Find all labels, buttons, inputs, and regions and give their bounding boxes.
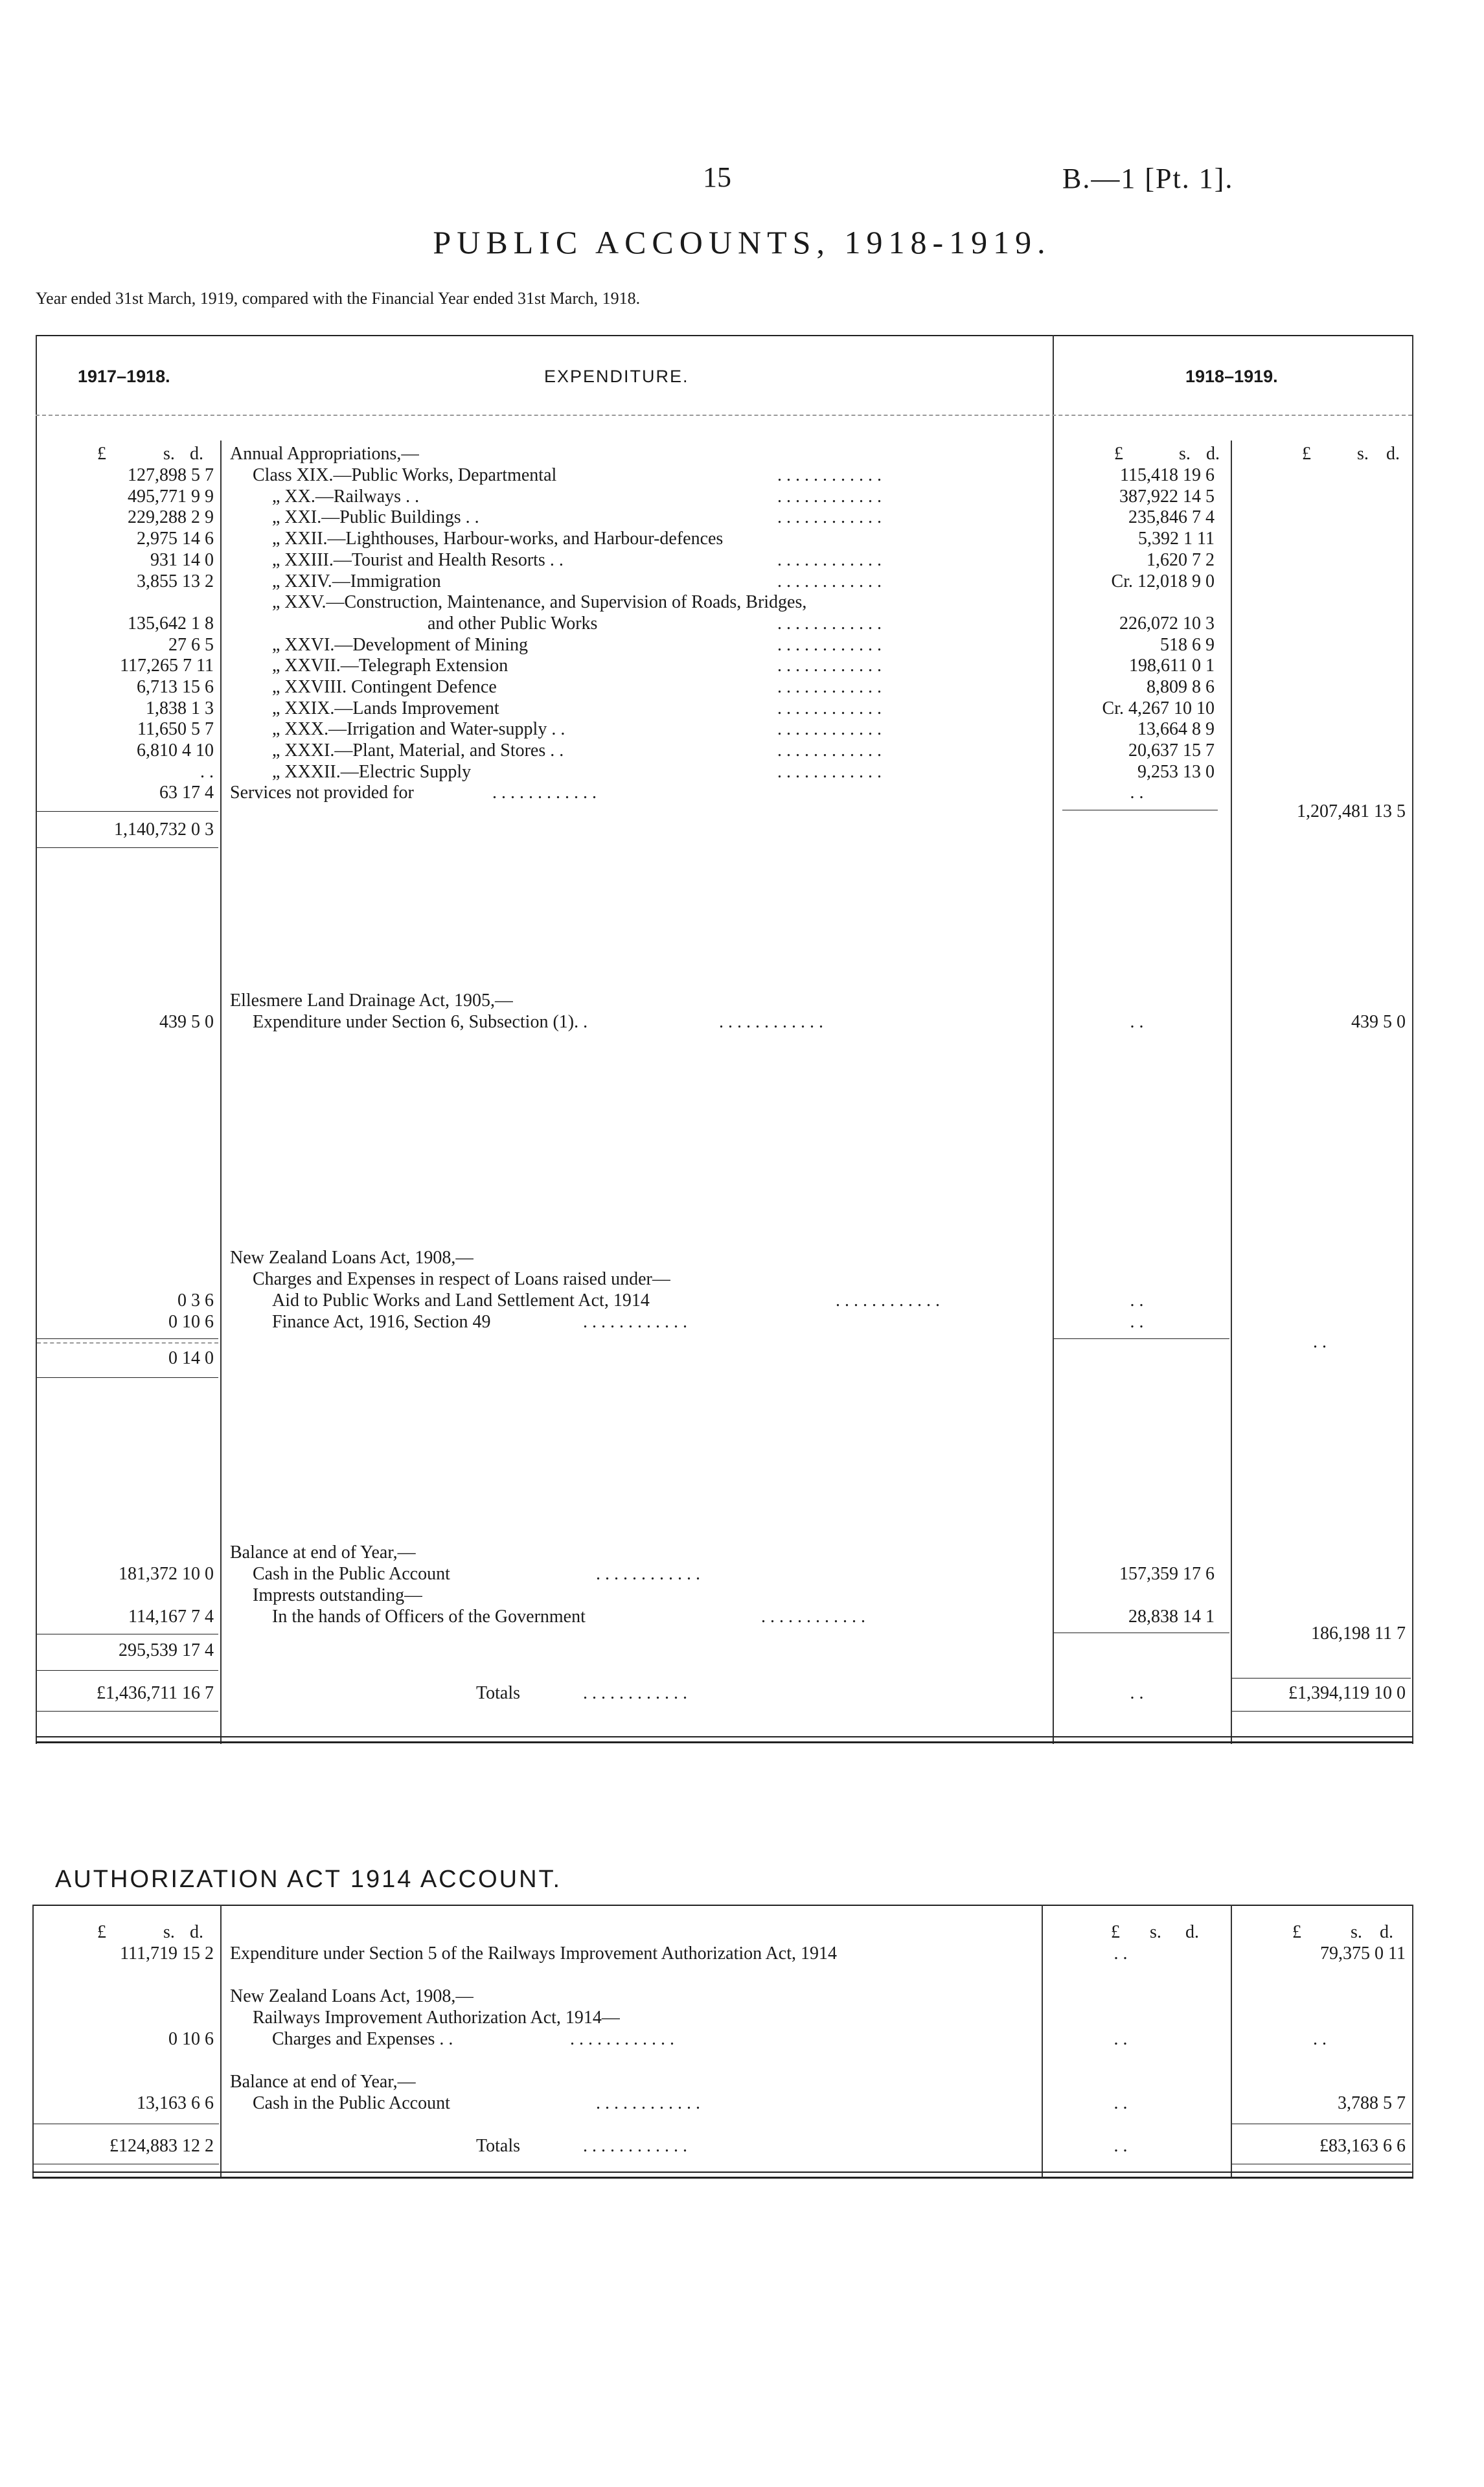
class-prev-amount: 931 14 0: [150, 550, 214, 570]
class-label: „ XXVII.—Telegraph Extension: [272, 656, 508, 676]
auth-row-label: Railways Improvement Authorization Act, 1914—: [253, 2008, 620, 2028]
auth-row-curr: 3,788 5 7: [1338, 2093, 1406, 2113]
loans-subheading: Charges and Expenses in respect of Loans raised under—: [253, 1269, 670, 1289]
totals-leader: . . . . . . . . . . . .: [583, 1683, 687, 1703]
class-curr-amount: 235,846 7 4: [1128, 507, 1215, 527]
currency-pounds-mid: £: [1114, 444, 1123, 464]
class-label: „ XXVI.—Development of Mining: [272, 635, 529, 655]
loans-item-prev: 0 10 6: [168, 1312, 214, 1332]
class-label: Class XIX.—Public Works, Departmental: [253, 465, 557, 485]
loans-item-label: Finance Act, 1916, Section 49: [272, 1312, 491, 1332]
class-prev-amount: 11,650 5 7: [137, 719, 214, 739]
auth-totals-curr: £83,163 6 6: [1319, 2136, 1406, 2156]
class-leader: . . . . . . . . . . . .: [777, 719, 882, 739]
class-curr-amount: Cr. 12,018 9 0: [1111, 571, 1215, 591]
class-prev-amount: 117,265 7 11: [120, 656, 214, 676]
class-leader: . . . . . . . . . . . .: [777, 550, 882, 570]
class-label: „ XXV.—Construction, Maintenance, and Supervision of Roads, Bridges,: [272, 592, 807, 612]
ellesmere-curr: . .: [1130, 1012, 1144, 1032]
class-leader: . . . . . . . . . . . .: [777, 698, 882, 718]
services-label: Services not provided for: [230, 783, 414, 803]
class-leader: . . . . . . . . . . . .: [777, 635, 882, 655]
page-number: 15: [703, 161, 731, 193]
class-curr-amount: 387,922 14 5: [1119, 487, 1215, 507]
loans-item-leader: . . . . . . . . . . . .: [836, 1290, 940, 1311]
totals-mid: . .: [1130, 1683, 1144, 1703]
class-curr-amount: 8,809 8 6: [1147, 677, 1215, 697]
auth-currency-pounds-prev: £: [97, 1922, 106, 1942]
class-leader: . . . . . . . . . . . .: [777, 656, 882, 676]
class-label: „ XXX.—Irrigation and Water-supply . .: [272, 719, 565, 739]
document-reference: B.—1 [Pt. 1].: [1062, 163, 1234, 194]
class-label: „ XXIII.—Tourist and Health Resorts . .: [272, 550, 564, 570]
class-label: „ XXVIII. Contingent Defence: [272, 677, 497, 697]
class-curr-amount: 518 6 9: [1160, 635, 1215, 655]
class-label: „ XX.—Railways . .: [272, 487, 420, 507]
class-curr-amount: Cr. 4,267 10 10: [1102, 698, 1215, 718]
auth-currency-pounds-curr: £: [1292, 1922, 1301, 1942]
class-leader: . . . . . . . . . . . .: [777, 487, 882, 507]
auth-totals-mid: . .: [1113, 2136, 1128, 2156]
auth-currency-shillings-prev: s.: [163, 1922, 175, 1942]
auth-row-curr: . .: [1313, 2029, 1327, 2049]
auth-row-leader: . . . . . . . . . . . .: [570, 2029, 674, 2049]
class-label: „ XXXI.—Plant, Material, and Stores . .: [272, 740, 564, 761]
class-curr-amount: 9,253 13 0: [1137, 762, 1215, 782]
auth-totals-prev: £124,883 12 2: [109, 2136, 214, 2156]
services-curr: . .: [1130, 783, 1144, 803]
auth-row-prev: 111,719 15 2: [120, 1943, 214, 1964]
header-prev-year: 1917–1918.: [78, 367, 170, 386]
class-prev-amount: 135,642 1 8: [128, 613, 214, 634]
ellesmere-line: Expenditure under Section 6, Subsection (1). .: [253, 1012, 588, 1032]
class-curr-amount: 13,664 8 9: [1137, 719, 1215, 739]
loans-prev-total: 0 14 0: [168, 1348, 214, 1368]
authorization-title: AUTHORIZATION ACT 1914 ACCOUNT.: [55, 1866, 562, 1893]
currency-shillings-curr: s.: [1357, 444, 1369, 464]
class-label: „ XXIV.—Immigration: [272, 571, 441, 591]
auth-row-label: Balance at end of Year,—: [230, 2072, 416, 2092]
class-prev-amount: [39, 591, 214, 613]
ellesmere-heading: Ellesmere Land Drainage Act, 1905,—: [230, 991, 513, 1011]
balance-imprests-heading: Imprests outstanding—: [253, 1585, 423, 1605]
class-curr-amount: 1,620 7 2: [1147, 550, 1215, 570]
class-curr-amount: 5,392 1 11: [1138, 529, 1215, 549]
auth-totals-label: Totals: [476, 2136, 521, 2156]
class-prev-amount: 229,288 2 9: [128, 507, 214, 527]
class-prev-amount: 6,713 15 6: [137, 677, 214, 697]
balance-curr-total: 186,198 11 7: [1311, 1623, 1406, 1644]
loans-item-leader: . . . . . . . . . . . .: [583, 1312, 687, 1332]
auth-row-leader: . . . . . . . . . . . .: [596, 2093, 700, 2113]
class-label: „ XXI.—Public Buildings . .: [272, 507, 479, 527]
auth-currency-pence-mid: d.: [1185, 1922, 1199, 1942]
class-prev-amount: 27 6 5: [168, 635, 214, 655]
class-prev-amount: 3,855 13 2: [137, 571, 214, 591]
services-prev: 63 17 4: [159, 783, 214, 803]
currency-pounds-curr: £: [1302, 444, 1311, 464]
auth-row-label: New Zealand Loans Act, 1908,—: [230, 1986, 474, 2006]
balance-prev-total: 295,539 17 4: [119, 1640, 214, 1660]
class-label: and other Public Works: [428, 613, 598, 634]
class-curr-amount: 226,072 10 3: [1119, 613, 1215, 634]
loans-item-curr: . .: [1130, 1312, 1144, 1332]
balance-heading: Balance at end of Year,—: [230, 1542, 416, 1563]
loans-item-prev: 0 3 6: [177, 1290, 214, 1311]
class-prev-amount: 6,810 4 10: [137, 740, 214, 761]
balance-cash-leader: . . . . . . . . . . . .: [596, 1564, 700, 1584]
appropriations-prev-total: 1,140,732 0 3: [114, 819, 214, 840]
class-prev-amount: 1,838 1 3: [146, 698, 214, 718]
class-label: „ XXIX.—Lands Improvement: [272, 698, 499, 718]
auth-row-curr: 79,375 0 11: [1320, 1943, 1406, 1964]
balance-cash-prev: 181,372 10 0: [119, 1564, 214, 1584]
auth-currency-shillings-mid: s.: [1150, 1922, 1161, 1942]
loans-curr-total: . .: [1313, 1332, 1327, 1352]
balance-cash-label: Cash in the Public Account: [253, 1564, 450, 1584]
balance-cash-curr: 157,359 17 6: [1119, 1564, 1215, 1584]
auth-row-prev: 0 10 6: [168, 2029, 214, 2049]
class-curr-amount: 20,637 15 7: [1128, 740, 1215, 761]
currency-pounds-prev: £: [97, 444, 106, 464]
auth-currency-pence-prev: d.: [190, 1922, 203, 1942]
auth-currency-shillings-curr: s.: [1351, 1922, 1362, 1942]
class-leader: . . . . . . . . . . . .: [777, 465, 882, 485]
balance-officers-curr: 28,838 14 1: [1128, 1607, 1215, 1627]
auth-row-mid: . .: [1113, 2093, 1128, 2113]
header-curr-year: 1918–1919.: [1185, 367, 1278, 386]
class-leader: . . . . . . . . . . . .: [777, 740, 882, 761]
totals-label: Totals: [476, 1683, 521, 1703]
class-prev-amount: . .: [200, 762, 214, 782]
balance-officers-prev: 114,167 7 4: [128, 1607, 214, 1627]
auth-currency-pounds-mid: £: [1111, 1922, 1120, 1942]
class-curr-amount: 115,418 19 6: [1120, 465, 1215, 485]
auth-row-label: Cash in the Public Account: [253, 2093, 450, 2113]
auth-row-mid: . .: [1113, 1943, 1128, 1964]
balance-officers-label: In the hands of Officers of the Government: [272, 1607, 586, 1627]
auth-currency-pence-curr: d.: [1380, 1922, 1393, 1942]
class-curr-amount: [1056, 591, 1215, 613]
auth-row-prev: 13,163 6 6: [137, 2093, 214, 2113]
page-title: PUBLIC ACCOUNTS, 1918-1919.: [433, 224, 1051, 260]
class-prev-amount: 495,771 9 9: [128, 487, 214, 507]
totals-prev: £1,436,711 16 7: [97, 1683, 214, 1703]
balance-officers-leader: . . . . . . . . . . . .: [761, 1607, 865, 1627]
currency-pence-curr: d.: [1386, 444, 1400, 464]
currency-pence-prev: d.: [190, 444, 203, 464]
loans-item-label: Aid to Public Works and Land Settlement Act, 1914: [272, 1290, 650, 1311]
ellesmere-leader: . . . . . . . . . . . .: [719, 1012, 823, 1032]
loans-heading: New Zealand Loans Act, 1908,—: [230, 1248, 474, 1268]
appropriations-curr-total: 1,207,481 13 5: [1297, 801, 1406, 821]
currency-shillings-prev: s.: [163, 444, 175, 464]
appropriations-heading: Annual Appropriations,—: [230, 444, 420, 464]
auth-row-mid: . .: [1113, 2029, 1128, 2049]
services-leader: . . . . . . . . . . . .: [492, 783, 597, 803]
class-leader: . . . . . . . . . . . .: [777, 762, 882, 782]
currency-pence-mid: d.: [1206, 444, 1220, 464]
class-leader: . . . . . . . . . . . .: [777, 613, 882, 634]
class-prev-amount: 2,975 14 6: [137, 529, 214, 549]
header-expenditure: EXPENDITURE.: [544, 367, 689, 386]
ellesmere-prev: 439 5 0: [159, 1012, 214, 1032]
loans-item-curr: . .: [1130, 1290, 1144, 1311]
class-leader: . . . . . . . . . . . .: [777, 677, 882, 697]
class-leader: . . . . . . . . . . . .: [777, 571, 882, 591]
page-subtitle: Year ended 31st March, 1919, compared with the Financial Year ended 31st March, 1918.: [36, 289, 641, 308]
class-label: „ XXII.—Lighthouses, Harbour-works, and Harbour-defences: [272, 529, 724, 549]
class-label: „ XXXII.—Electric Supply: [272, 762, 472, 782]
auth-row-label: Expenditure under Section 5 of the Railways Improvement Authorization Act, 1914: [230, 1943, 838, 1964]
class-prev-amount: 127,898 5 7: [128, 465, 214, 485]
ellesmere-curr-total: 439 5 0: [1351, 1012, 1406, 1032]
class-leader: . . . . . . . . . . . .: [777, 507, 882, 527]
auth-row-label: Charges and Expenses . .: [272, 2029, 453, 2049]
totals-curr: £1,394,119 10 0: [1288, 1683, 1406, 1703]
class-curr-amount: 198,611 0 1: [1129, 656, 1215, 676]
auth-totals-leader: . . . . . . . . . . . .: [583, 2136, 687, 2156]
currency-shillings-mid: s.: [1179, 444, 1191, 464]
